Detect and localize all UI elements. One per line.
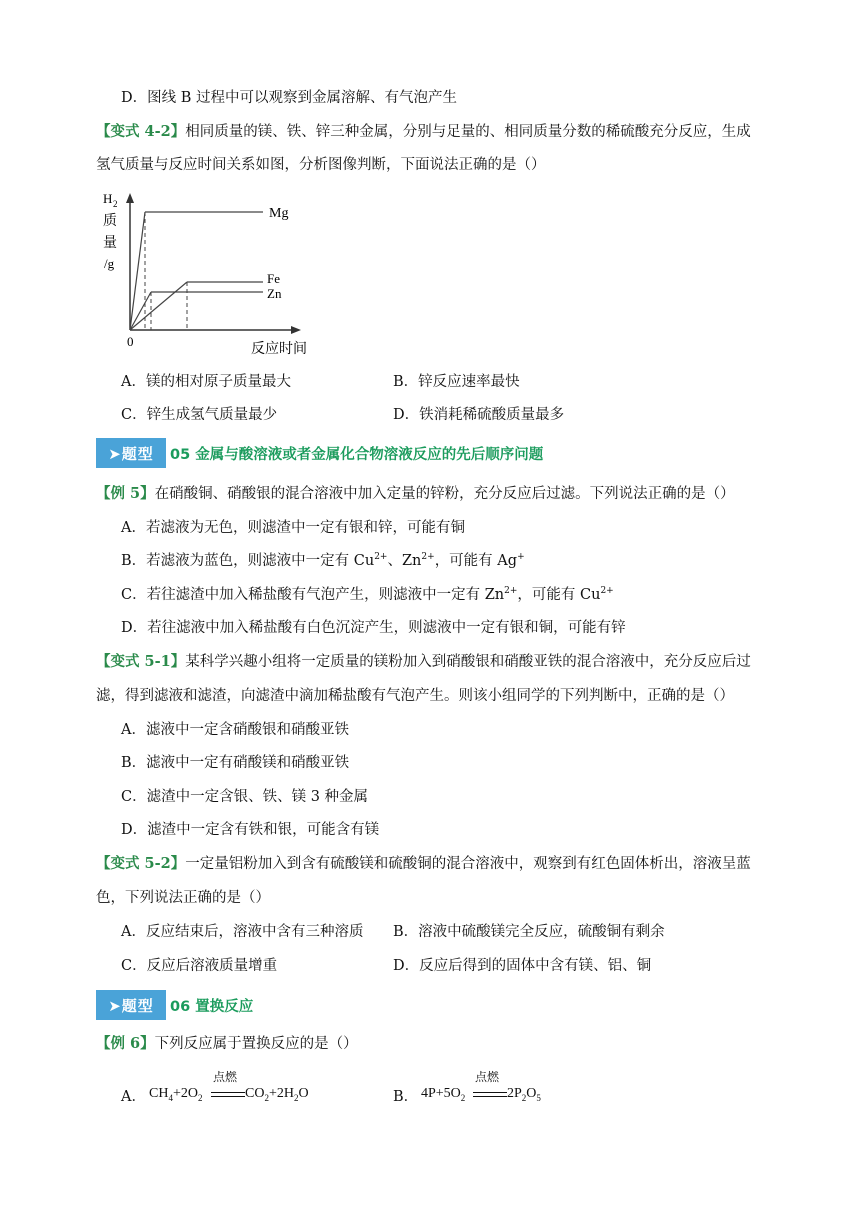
question-tag: 【变式 4-2】 <box>96 123 186 140</box>
series-label-zn: Zn <box>267 286 282 301</box>
variant-4-2-option-c[interactable]: C．锌生成氢气质量最少 <box>121 407 278 423</box>
example-5-question: 【例 5】在硝酸铜、硝酸银的混合溶液中加入定量的锌粉，充分反应后过滤。下列说法正确的是（） <box>96 485 735 502</box>
origin-label: 0 <box>127 334 134 349</box>
example-5-option-c[interactable]: C．若往滤渣中加入稀盐酸有气泡产生，则滤液中一定有 $Zn^{2+}$，可能有 $Cu^{2+}$ <box>121 586 614 603</box>
reaction-condition: 点燃 <box>213 1070 238 1084</box>
question-tag: 【例 5】 <box>96 485 155 502</box>
type-badge: ➤题型 <box>96 990 166 1020</box>
y-axis-label-h: H <box>103 191 113 206</box>
section-header-type-05 <box>96 438 543 468</box>
variant-5-1-option-c[interactable]: C．滤渣中一定含银、铁、镁 3 种金属 <box>121 789 369 805</box>
question-tag: 【变式 5-2】 <box>96 855 186 872</box>
example-5-option-b[interactable]: B．若滤液为蓝色，则滤液中一定有 $Cu^{2+}$、$Zn^{2+}$，可能有 Ag+ <box>121 552 525 569</box>
question-tag: 【例 6】 <box>96 1035 155 1052</box>
x-axis-label: 反应时间 <box>251 341 307 357</box>
section-header-type-06 <box>96 990 253 1020</box>
variant-4-2-option-b[interactable]: B．锌反应速率最快 <box>393 374 520 390</box>
equation-equals-sign <box>473 1092 507 1097</box>
variant-5-2-option-b[interactable]: B．溶液中硫酸镁完全反应，硫酸铜有剩余 <box>393 924 665 940</box>
variant-4-2-option-a[interactable]: A．镁的相对原子质量最大 <box>121 374 291 390</box>
equation-reactants: $4P+5O_2$ <box>421 1086 466 1103</box>
series-label-fe: Fe <box>267 271 280 286</box>
variant-5-2-option-c[interactable]: C．反应后溶液质量增重 <box>121 958 278 974</box>
y-axis-label-3: /g <box>104 256 115 271</box>
variant-5-1-option-b[interactable]: B．滤液中一定有硝酸镁和硝酸亚铁 <box>121 755 350 771</box>
equation-equals-sign <box>211 1092 245 1097</box>
variant-5-1-option-a[interactable]: A．滤液中一定含硝酸银和硝酸亚铁 <box>121 722 349 738</box>
variant-5-1-question-cont: 滤，得到滤液和滤渣，向滤渣中滴加稀盐酸有气泡产生。则该小组同学的下列判断中，正确的是（） <box>96 688 734 704</box>
hydrogen-mass-graph <box>95 185 325 360</box>
variant-5-2-question-cont: 色，下列说法正确的是（） <box>96 890 270 906</box>
type-badge: ➤题型 <box>96 438 166 468</box>
y-axis-label-h-sub: 2 <box>113 199 118 209</box>
reaction-condition: 点燃 <box>475 1070 500 1084</box>
question-tag: 【变式 5-1】 <box>96 653 186 670</box>
variant-5-1-question: 【变式 5-1】某科学兴趣小组将一定质量的镁粉加入到硝酸银和硝酸亚铁的混合溶液中，充分反应后过 <box>96 653 751 670</box>
variant-4-2-option-d[interactable]: D．铁消耗稀硫酸质量最多 <box>393 407 565 423</box>
example-5-option-d[interactable]: D．若往滤液中加入稀盐酸有白色沉淀产生，则滤液中一定有银和铜，可能有锌 <box>121 620 626 636</box>
variant-5-2-question: 【变式 5-2】一定量铝粉加入到含有硫酸镁和硫酸铜的混合溶液中，观察到有红色固体析出，溶液呈蓝 <box>96 855 751 872</box>
y-axis-label-1: 质 <box>103 213 117 229</box>
example-6-question: 【例 6】下列反应属于置换反应的是（） <box>96 1035 358 1052</box>
variant-4-2-question-cont: 氢气质量与反应时间关系如图，分析图像判断，下面说法正确的是（） <box>96 157 546 173</box>
equation-reactants: $CH_4+2O_2$ <box>149 1086 203 1103</box>
variant-4-2-question: 【变式 4-2】相同质量的镁、铁、锌三种金属，分别与足量的、相同质量分数的稀硫酸充分反应，生成 <box>96 123 751 140</box>
variant-5-1-option-d[interactable]: D．滤渣中一定含有铁和银，可能含有镁 <box>121 822 380 838</box>
example-5-option-a[interactable]: A．若滤液为无色，则滤渣中一定有银和锌，可能有铜 <box>121 520 465 536</box>
equation-products: $2P_2O_5$ <box>507 1086 541 1103</box>
example-6-option-b[interactable]: B． $4P+5O_2$ 点燃 $2P_2O_5$ <box>393 1070 541 1105</box>
y-axis-label-2: 量 <box>103 235 117 251</box>
equation-products: $CO_2+2H_2O$ <box>245 1086 309 1103</box>
example-6-option-a[interactable]: A． $CH_4+2O_2$ 点燃 $CO_2+2H_2O$ <box>121 1070 309 1105</box>
section-title: 06 置换反应 <box>170 998 254 1015</box>
section-title: 05 金属与酸溶液或者金属化合物溶液反应的先后顺序问题 <box>170 446 544 463</box>
variant-5-2-option-d[interactable]: D．反应后得到的固体中含有镁、铝、铜 <box>393 958 652 974</box>
prev-question-option-d: D．图线 B 过程中可以观察到金属溶解、有气泡产生 <box>121 90 457 106</box>
series-label-mg: Mg <box>269 206 289 221</box>
variant-5-2-option-a[interactable]: A．反应结束后，溶液中含有三种溶质 <box>121 924 364 940</box>
